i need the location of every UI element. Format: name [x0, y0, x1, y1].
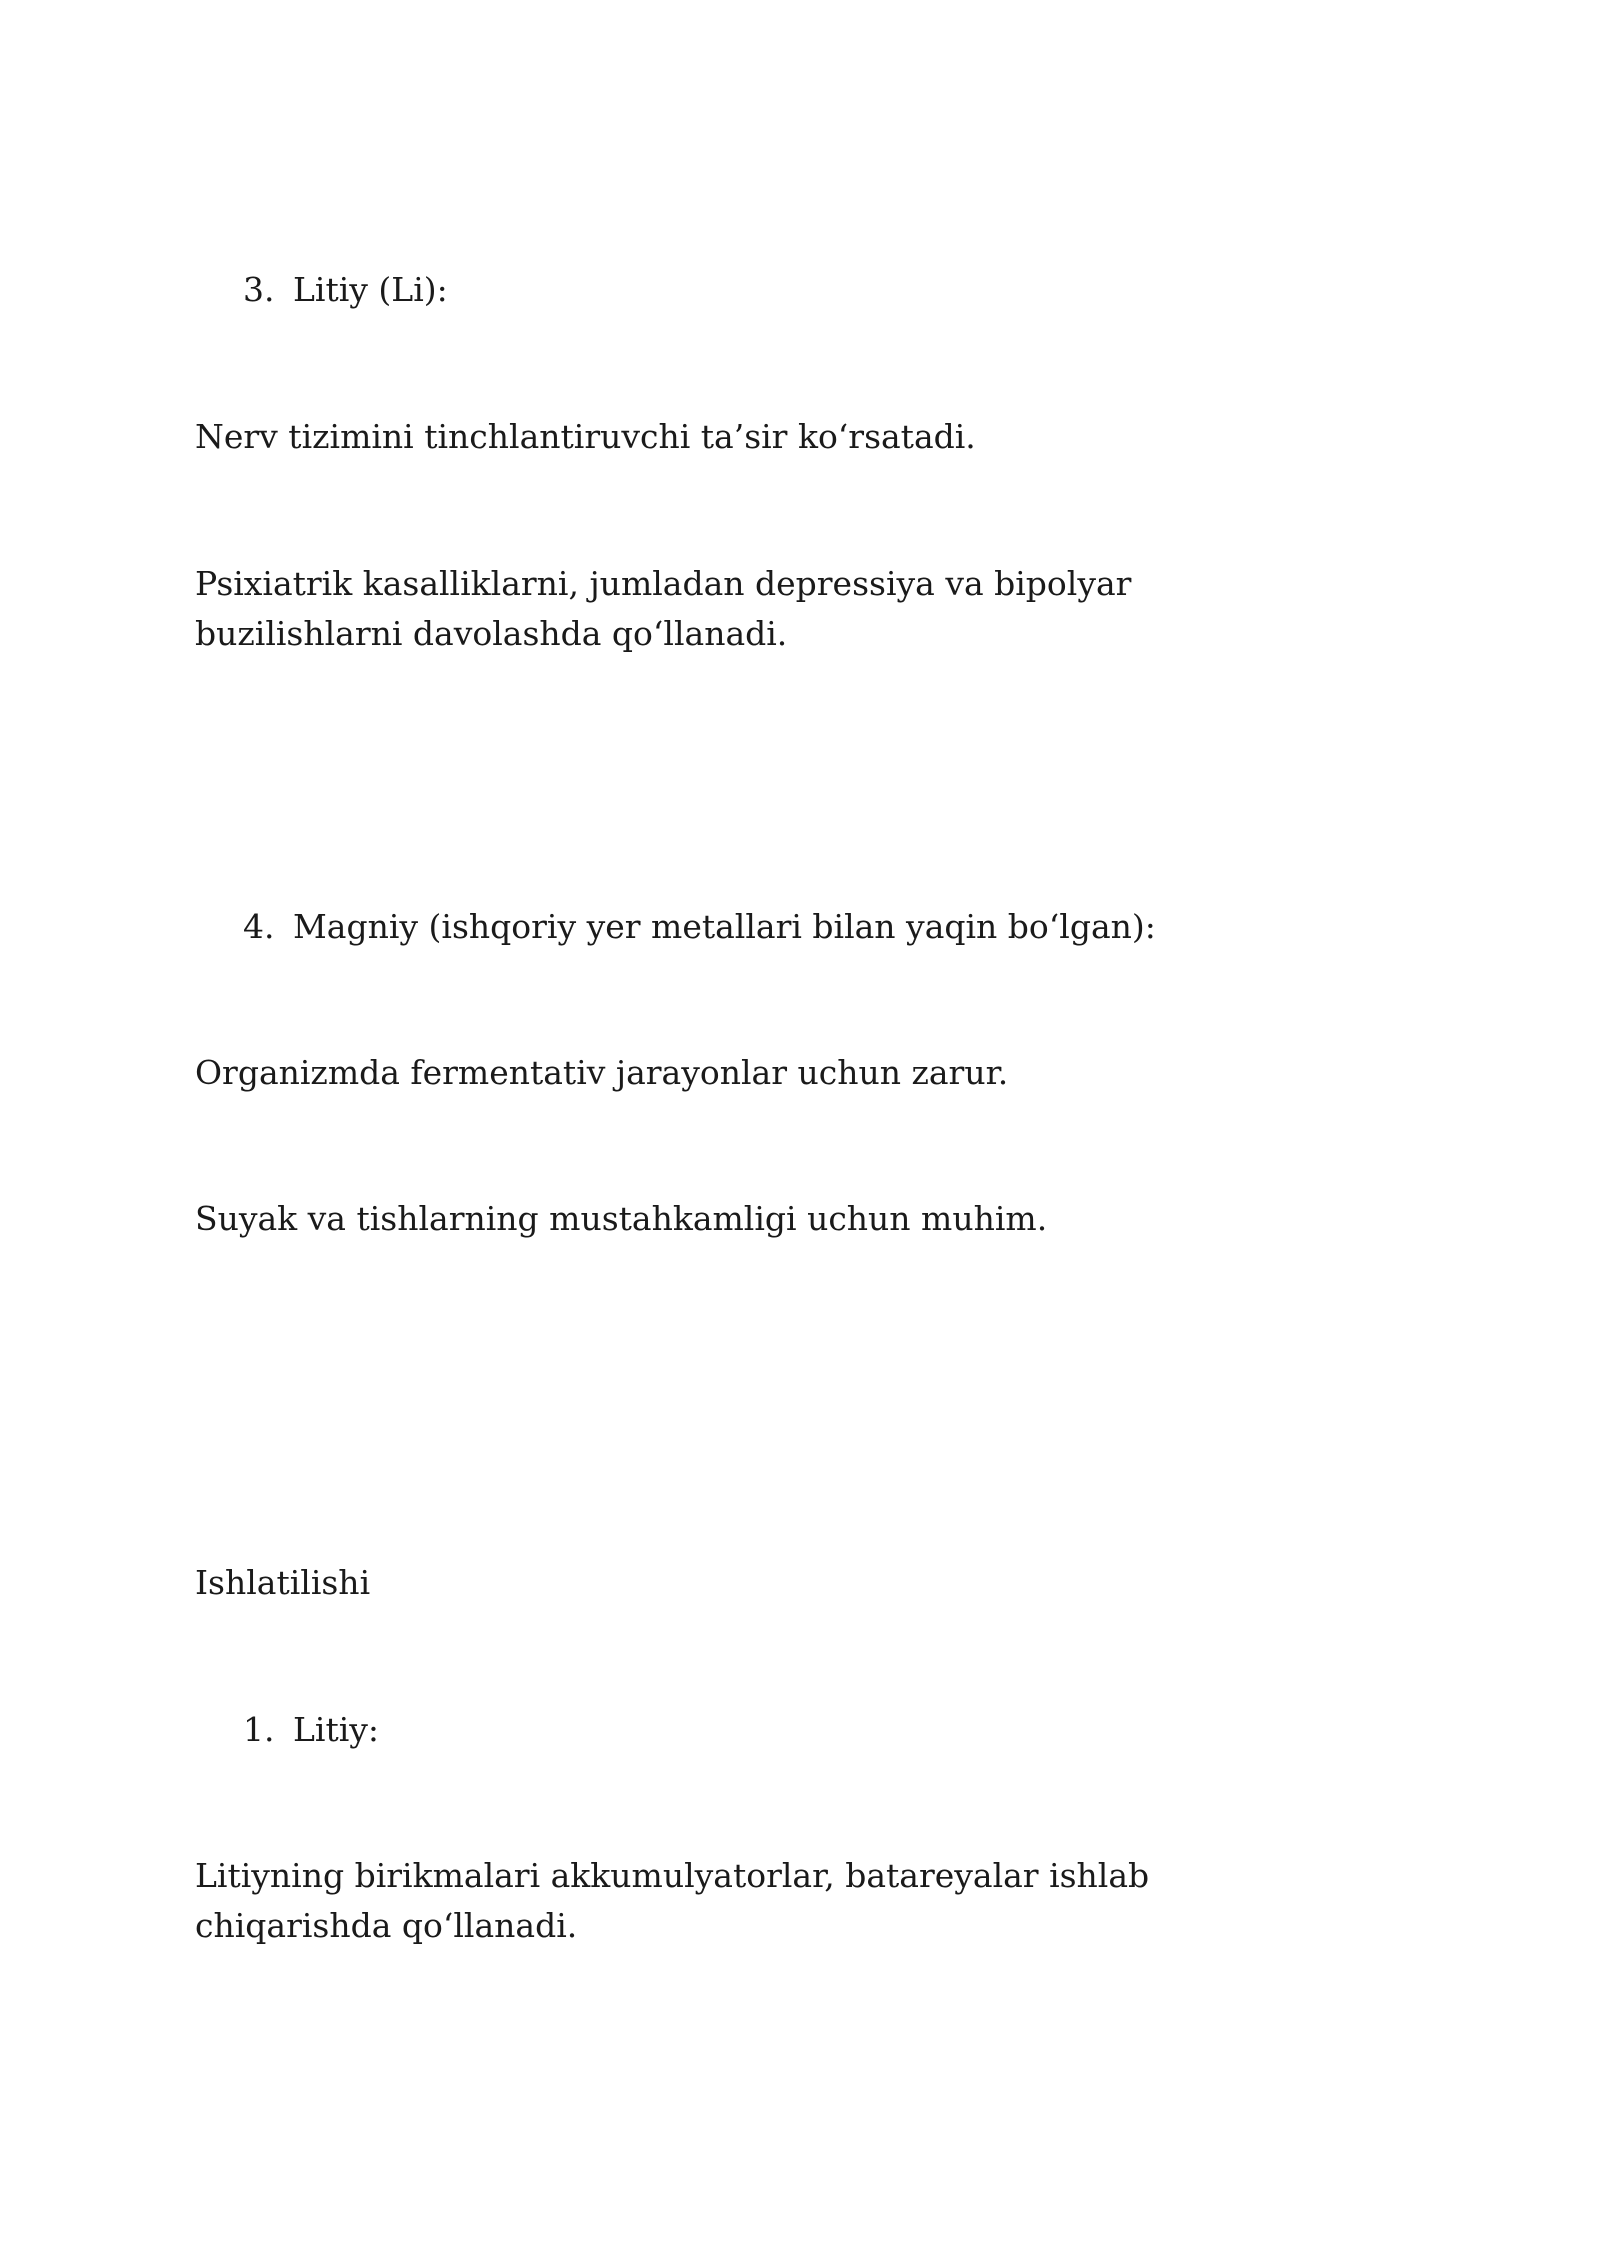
- paragraph-suyak: Suyak va tishlarning mustahkamligi uchun muhim.: [195, 1199, 1048, 1238]
- list-number: 3.: [243, 270, 275, 309]
- list-item-text: Magniy (ishqoriy yer metallari bilan yaqin bo‘lgan):: [293, 907, 1156, 946]
- list-item-magniy: [243, 902, 1156, 952]
- section-heading-ishlatilishi: Ishlatilishi: [195, 1563, 371, 1602]
- paragraph-organizmda: Organizmda fermentativ jarayonlar uchun zarur.: [195, 1053, 1009, 1092]
- list-number: 1.: [243, 1710, 275, 1749]
- paragraph-litiyning-birikmalari: Litiyning birikmalari akkumulyatorlar, batareyalar ishlab chiqarishda qo‘llanadi.: [195, 1856, 1150, 1945]
- paragraph-nerv-tizimi: Nerv tizimini tinchlantiruvchi ta’sir ko‘rsatadi.: [195, 417, 976, 456]
- list-number: 4.: [243, 907, 275, 946]
- list-item-litiy-li: [243, 265, 448, 315]
- list-item-text: Litiy (Li):: [293, 270, 448, 309]
- paragraph-psixiatrik: Psixiatrik kasalliklarni, jumladan depressiya va bipolyar buzilishlarni davolashda qo‘llanadi.: [195, 564, 1132, 653]
- list-item-litiy: [243, 1705, 379, 1755]
- list-item-text: Litiy:: [293, 1710, 380, 1749]
